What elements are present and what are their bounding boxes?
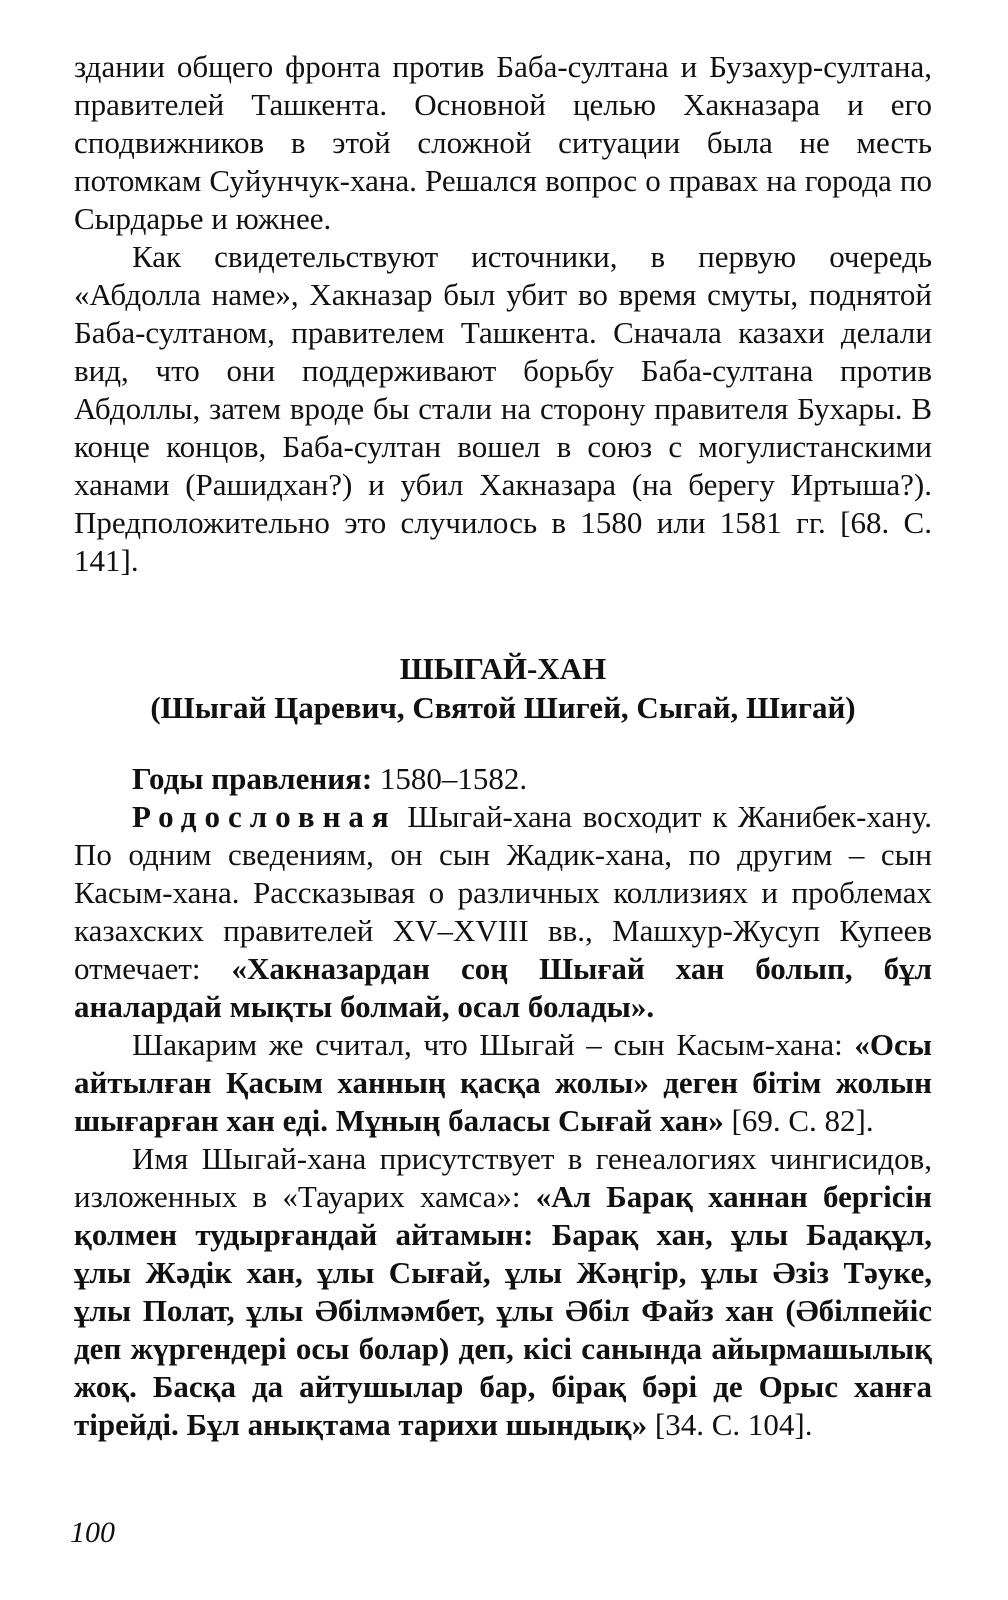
genealogies-text: Имя Шыгай-хана присутствует в генеалогиях чингисидов, изложенных в «Тауарих хамса»: [74, 1141, 932, 1214]
genealogies-ref: [34. С. 104]. [647, 1407, 813, 1442]
section-title: ШЫГАЙ-ХАН [399, 651, 607, 686]
section-subtitle: (Шыгай Царевич, Святой Шигей, Сыгай, Шигай) [150, 690, 856, 725]
reign-paragraph [74, 760, 932, 798]
genealogies-quote: «Ал Барақ ханнан бергісін қолмен тудырғандай айтамын: Барақ хан, ұлы Бадақұл, ұлы Жәдік хан, ұлы Сығай, ұлы Жәңгір, ұлы Әзіз Тәуке, ұлы Полат, ұлы Әбілмәмбет, ұлы Әбіл Файз хан (Әбілпейіс деп жүргендері осы болар) деп, кісі санында айырмашылық жоқ. Басқа да айтушылар бар, бірақ бәрі де Орыс ханға тірейді. Бұл анықтама тарихи шындық» [74, 1179, 932, 1442]
genealogy-paragraph [74, 798, 932, 1026]
shakarim-paragraph [74, 1026, 932, 1140]
genealogy-quote: «Хакназардан соң Шығай хан болып, бұл аналардай мықты болмай, осал болады». [74, 951, 932, 1024]
genealogy-text: Шыгай-хана восходит к Жанибек-хану. По одним сведениям, он сын Жадик-хана, по другим – сын Касым-хана. Рассказывая о различных коллизиях и проблемах казахских правителей XV–XVIII вв., Машхур-Жусуп Купеев отмечает: [74, 799, 932, 986]
top-text-block [74, 48, 932, 580]
reign-value: 1580–1582. [372, 761, 528, 796]
shakarim-ref: [69. С. 82]. [723, 1103, 874, 1138]
reign-label: Годы правления: [132, 761, 373, 796]
genealogies-paragraph [74, 1140, 932, 1444]
shakarim-text: Шакарим же считал, что Шыгай – сын Касым-хана: [132, 1027, 855, 1062]
shakarim-quote: «Осы айтылған Қасым ханның қасқа жолы» деген бітім жолын шығарған хан еді. Мұның баласы Сығай хан» [74, 1027, 932, 1138]
continued-paragraph: здании общего фронта против Баба-султана и Бузахур-султана, правителей Ташкента. Основной целью Хакназара и его сподвижников в этой сложной ситуации была не месть потомкам Суйунчук-хана. Решался вопрос о правах на города по Сырдарье и южнее. [74, 49, 932, 236]
bottom-text-block [74, 760, 932, 1444]
genealogy-lead: Родословная [132, 799, 397, 834]
sources-paragraph: Как свидетельствуют источники, в первую очередь «Абдолла наме», Хакназар был убит во время смуты, поднятой Баба-султаном, правителем Ташкента. Сначала казахи делали вид, что они поддерживают борьбу Баба-султана против Абдоллы, затем вроде бы стали на сторону правителя Бухары. В конце концов, Баба-султан вошел в союз с могулистанскими ханами (Рашидхан?) и убил Хакназара (на берегу Иртыша?). Предположительно это случилось в 1580 или 1581 гг. [68. С. 141]. [74, 239, 932, 578]
page-number: 100 [70, 1516, 115, 1549]
